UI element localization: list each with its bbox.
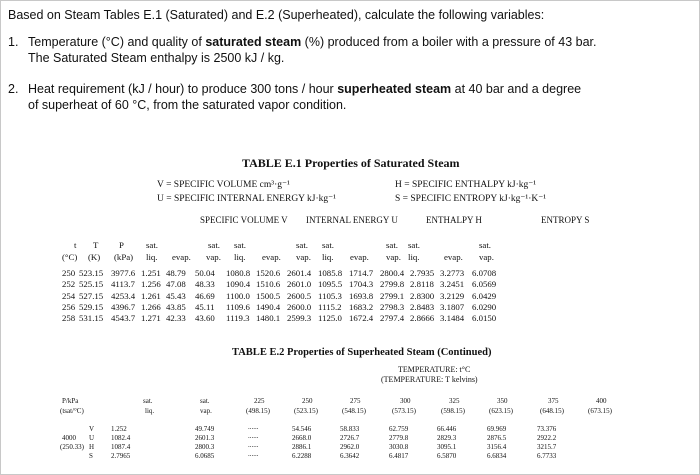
table1-cell: 258 [62, 313, 76, 324]
table2-liq-value: 1.252 [111, 425, 127, 433]
table1-cell: 527.15 [79, 290, 104, 301]
table1-cell: 1100.0 [226, 290, 250, 301]
table2-pressure: 4000 [62, 434, 76, 442]
question-1-text-a: Temperature (°C) and quality of [28, 35, 206, 49]
question-1-number: 1. [8, 35, 19, 49]
table2-value: 2962.0 [340, 443, 360, 451]
table2-dots: ...... [248, 432, 259, 440]
table2-value: 2876.5 [487, 434, 507, 442]
question-1-line2: The Saturated Steam enthalpy is 2500 kJ / kg. [28, 50, 285, 65]
table2-value: 3215.7 [537, 443, 557, 451]
table1-col-header: evap. [350, 252, 369, 262]
table1-cell: 2799.1 [380, 290, 405, 301]
table1-cell: 2.8483 [410, 301, 435, 312]
table1-col-top: sat. [208, 240, 220, 250]
table1-cell: 1109.6 [226, 301, 250, 312]
table1-col-top: sat. [479, 240, 491, 250]
table2-value: 3156.4 [487, 443, 507, 451]
table1-col-top: sat. [386, 240, 398, 250]
table1-col-top: sat. [234, 240, 246, 250]
table1-col-header: evap. [262, 252, 281, 262]
table1-cell: 250 [62, 268, 76, 278]
table1-cell: 1.251 [141, 268, 161, 278]
table2-value: 66.446 [437, 425, 457, 433]
table1-col-header: liq. [408, 252, 420, 262]
table1-cell: 1704.3 [349, 279, 374, 290]
table1-cell: 6.0150 [472, 313, 497, 324]
table1-cell: 3.2451 [440, 279, 465, 290]
table1-cell: 4396.7 [111, 301, 136, 312]
table1-cell: 2.8666 [410, 313, 435, 324]
table2-satvap-bot: vap. [200, 407, 212, 415]
table1-col-top: P [119, 240, 124, 250]
table1-col-header: liq. [146, 252, 158, 262]
table1-cell: 48.79 [166, 268, 186, 278]
table1-col-header: (°C) [62, 252, 78, 262]
table1-cell: 2600.0 [287, 301, 312, 312]
table1-cell: 4253.4 [111, 290, 136, 301]
table1-group-enthalpy: ENTHALPY H [426, 215, 482, 225]
table2-value: 2829.3 [437, 434, 457, 442]
table2-value: 2726.7 [340, 434, 360, 442]
table1-col-header: vap. [296, 252, 311, 262]
table2-value: 58.833 [340, 425, 360, 433]
table1-cell: 1.271 [141, 313, 161, 324]
table1-cell: 1500.5 [256, 290, 281, 301]
table1-cell: 2600.5 [287, 290, 312, 301]
table1-title: TABLE E.1 Properties of Saturated Steam [242, 156, 460, 170]
table1-cell: 1480.1 [256, 313, 281, 324]
table1-col-top: sat. [296, 240, 308, 250]
table1-cell: 2.8300 [410, 290, 435, 301]
table1-cell: 43.60 [195, 313, 215, 324]
table1-cell: 45.43 [166, 290, 186, 301]
table1-cell: 1115.2 [318, 301, 342, 312]
table2-value: 2886.1 [292, 443, 312, 451]
table1-cell: 523.15 [79, 268, 104, 278]
table1-group-energy: INTERNAL ENERGY U [306, 215, 398, 225]
table2-value: 6.2288 [292, 452, 312, 460]
table2-temp-header: 250 [302, 397, 313, 405]
table1-cell: 2601.0 [287, 279, 312, 290]
table1-col-header: (kPa) [114, 252, 134, 262]
table2-prop-label: H [89, 443, 95, 451]
table1-col-top: sat. [146, 240, 158, 250]
table2-kelvin-header: (623.15) [489, 407, 513, 415]
table1-cell: 1693.8 [349, 290, 374, 301]
table1-cell: 43.85 [166, 301, 186, 312]
table1-cell: 1095.5 [318, 279, 343, 290]
table2-value: 6.7733 [537, 452, 557, 460]
table1-cell: 1490.4 [256, 301, 281, 312]
table1-cell: 1090.4 [226, 279, 251, 290]
table2-vap-value: 2601.3 [195, 434, 215, 442]
table1-cell: 2599.3 [287, 313, 312, 324]
table1-cell: 2799.8 [380, 279, 405, 290]
table2-prop-label: U [89, 434, 95, 442]
intro-text: Based on Steam Tables E.1 (Saturated) and E.2 (Superheated), calculate the following variables: [8, 8, 545, 22]
table1-cell: 3977.6 [111, 268, 136, 278]
table1-col-header: liq. [234, 252, 246, 262]
table1-cell: 3.2773 [440, 268, 465, 278]
question-1-text-b: (%) produced from a boiler with a pressure of 43 bar. [301, 35, 597, 49]
table1-cell: 6.0708 [472, 268, 497, 278]
table2-temp-header: 325 [449, 397, 460, 405]
table1-cell: 47.08 [166, 279, 186, 290]
table2-prop-label: V [89, 425, 95, 433]
table2-temp-sub: (TEMPERATURE: T kelvins) [381, 375, 478, 384]
table1-cell: 2798.3 [380, 301, 405, 312]
table2-kelvin-header: (648.15) [540, 407, 564, 415]
table1-cell: 48.33 [195, 279, 215, 290]
table2-liq-value: 1082.4 [111, 434, 131, 442]
table2-temp-header: 300 [400, 397, 411, 405]
table2-value: 6.3642 [340, 452, 360, 460]
table1-cell: 1085.8 [318, 268, 343, 278]
table2-value: 6.6834 [487, 452, 507, 460]
table1-cell: 1080.8 [226, 268, 251, 278]
table1-cell: 3.1807 [440, 301, 465, 312]
question-2-line2: of superheat of 60 °C, from the saturated vapor condition. [28, 97, 347, 112]
table1-cell: 1119.3 [226, 313, 250, 324]
table1-cell: 42.33 [166, 313, 186, 324]
table1-cell: 254 [62, 290, 76, 301]
table1-group-entropy: ENTROPY S [541, 215, 590, 225]
table1-col-header: vap. [479, 252, 494, 262]
table1-cell: 2.8118 [410, 279, 434, 290]
table1-cell: 1714.7 [349, 268, 374, 278]
table2-prop-label: S [89, 452, 93, 460]
table1-cell: 1510.6 [256, 279, 281, 290]
table2-value: 2922.2 [537, 434, 557, 442]
table2-p-sub: (tsat/°C) [60, 407, 84, 415]
table1-cell: 2797.4 [380, 313, 405, 324]
table2-value: 2668.0 [292, 434, 312, 442]
table1-cell: 3.1484 [440, 313, 465, 324]
table2-title: TABLE E.2 Properties of Superheated Steam (Continued) [232, 347, 492, 358]
table2-temp-header: 375 [548, 397, 559, 405]
table1-col-top: sat. [408, 240, 420, 250]
table1-cell: 256 [62, 301, 76, 312]
table1-col-header: liq. [322, 252, 334, 262]
table2-temp-header: 350 [497, 397, 508, 405]
table1-col-top: sat. [322, 240, 334, 250]
table2-satliq-top: sat. [143, 397, 153, 405]
table1-cell: 45.11 [195, 301, 215, 312]
question-2-text-a: Heat requirement (kJ / hour) to produce 300 tons / hour [28, 82, 338, 96]
table1-cell: 4543.7 [111, 313, 136, 324]
table1-col-header: (K) [88, 252, 101, 262]
table2-temp-header: 400 [596, 397, 607, 405]
table2-value: 54.546 [292, 425, 312, 433]
question-2-number: 2. [8, 82, 19, 96]
table2-temp-header: 225 [254, 397, 265, 405]
table1-cell: 50.04 [195, 268, 215, 278]
table2-value: 3095.1 [437, 443, 457, 451]
table2-kelvin-header: (673.15) [588, 407, 612, 415]
table1-cell: 2601.4 [287, 268, 312, 278]
table1-cell: 46.69 [195, 290, 215, 301]
table2-value: 6.4817 [389, 452, 409, 460]
question-1-bold: saturated steam [205, 35, 302, 49]
table2-kelvin-header: (573.15) [392, 407, 416, 415]
table1-col-top: T [93, 240, 99, 250]
table1-def-h: H = SPECIFIC ENTHALPY kJ·kg⁻¹ [395, 180, 537, 190]
table2-value: 3030.8 [389, 443, 409, 451]
table2-satliq-bot: liq. [145, 407, 155, 415]
table2-temp-label: TEMPERATURE: t°C [398, 365, 471, 374]
table2-dots: ...... [248, 423, 259, 431]
table2-value: 69.969 [487, 425, 507, 433]
table2-liq-value: 1087.4 [111, 443, 131, 451]
table1-cell: 1683.2 [349, 301, 374, 312]
table2-dots: ...... [248, 450, 259, 458]
table1-def-s: S = SPECIFIC ENTROPY kJ·kg⁻¹·K⁻¹ [395, 194, 547, 204]
table1-col-header: vap. [206, 252, 221, 262]
table1-def-u: U = SPECIFIC INTERNAL ENERGY kJ·kg⁻¹ [157, 194, 337, 204]
table1-cell: 1672.4 [349, 313, 374, 324]
table1-group-volume: SPECIFIC VOLUME V [200, 215, 288, 225]
table2-satvap-top: sat. [200, 397, 210, 405]
table1-cell: 529.15 [79, 301, 104, 312]
table2-value: 62.759 [389, 425, 409, 433]
table2-vap-value: 49.749 [195, 425, 215, 433]
table2-value: 73.376 [537, 425, 557, 433]
question-2-bold: superheated steam [337, 82, 452, 96]
table2-kelvin-header: (548.15) [342, 407, 366, 415]
table1-cell: 6.0429 [472, 290, 497, 301]
table1-col-top: t [74, 240, 77, 250]
table1-cell: 4113.7 [111, 279, 135, 290]
table1-cell: 1125.0 [318, 313, 342, 324]
table2-kelvin-header: (523.15) [294, 407, 318, 415]
table1-cell: 3.2129 [440, 290, 465, 301]
table2-value: 6.5870 [437, 452, 457, 460]
table1-cell: 1520.6 [256, 268, 281, 278]
table2-liq-value: 2.7965 [111, 452, 131, 460]
table1-cell: 6.0290 [472, 301, 497, 312]
table2-tsat: (250.33) [60, 443, 84, 451]
question-2-text-b: at 40 bar and a degree [451, 82, 582, 96]
table2-vap-value: 6.0685 [195, 452, 215, 460]
table1-cell: 1.266 [141, 301, 161, 312]
table1-cell: 2.7935 [410, 268, 435, 278]
table1-cell: 2800.4 [380, 268, 405, 278]
table2-value: 2779.8 [389, 434, 409, 442]
table2-p-label: P/kPa [62, 397, 79, 405]
table2-vap-value: 2800.3 [195, 443, 215, 451]
table1-def-v: V = SPECIFIC VOLUME cm³·g⁻¹ [157, 180, 290, 190]
table1-cell: 6.0569 [472, 279, 497, 290]
table1-col-header: vap. [386, 252, 401, 262]
table1-col-header: evap. [172, 252, 191, 262]
table1-cell: 1.256 [141, 279, 161, 290]
table2-kelvin-header: (598.15) [441, 407, 465, 415]
table2-dots: ...... [248, 441, 259, 449]
table2-temp-header: 275 [350, 397, 361, 405]
table1-cell: 531.15 [79, 313, 104, 324]
table1-cell: 1105.3 [318, 290, 342, 301]
table1-cell: 1.261 [141, 290, 161, 301]
table1-cell: 525.15 [79, 279, 104, 290]
table2-kelvin-header: (498.15) [246, 407, 270, 415]
table1-col-header: evap. [444, 252, 463, 262]
table1-cell: 252 [62, 279, 76, 290]
